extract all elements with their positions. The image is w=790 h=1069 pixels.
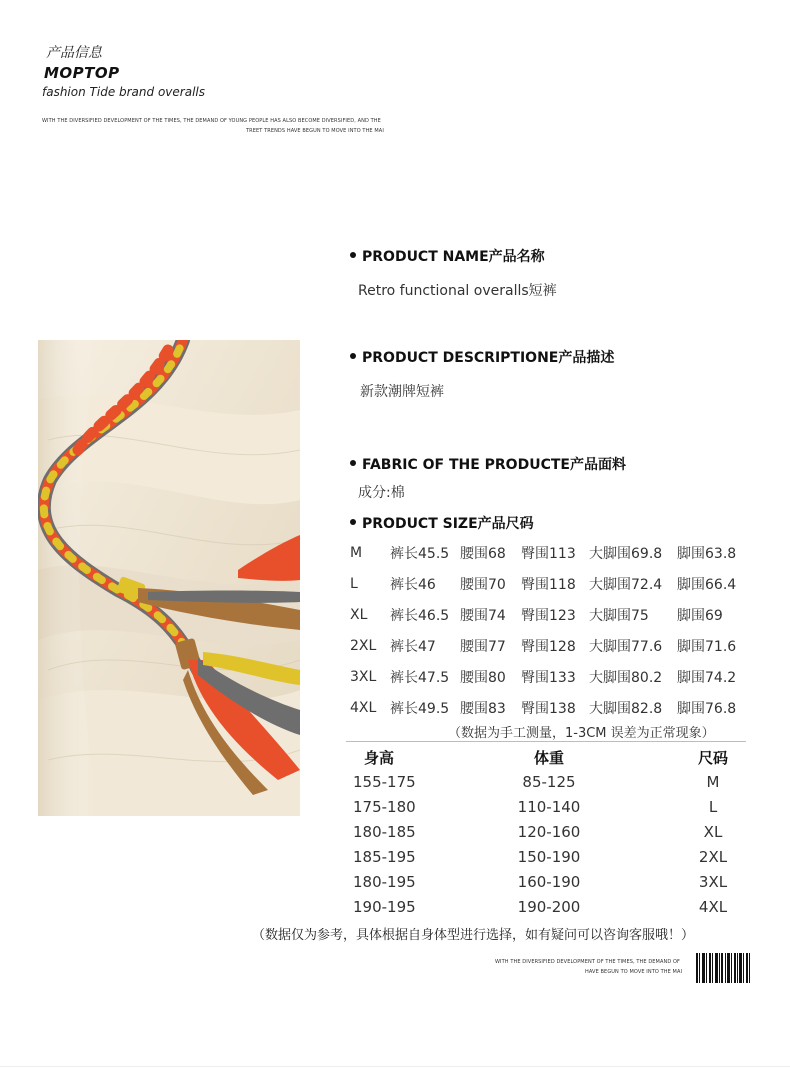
length-cell: 裤长45.5 bbox=[390, 545, 450, 562]
product-photo bbox=[38, 340, 300, 816]
divider bbox=[346, 741, 746, 742]
weight-header: 体重 bbox=[533, 748, 564, 767]
product-size-heading bbox=[350, 513, 534, 533]
thigh-cell: 大脚围77.6 bbox=[589, 638, 663, 655]
hip-cell: 臀围133 bbox=[521, 669, 576, 686]
size-cell: L bbox=[350, 575, 358, 592]
height-cell: 180-195 bbox=[353, 872, 416, 891]
table-row bbox=[350, 599, 741, 630]
size-cell: 3XL bbox=[350, 668, 377, 685]
hem-cell: 脚围66.4 bbox=[677, 576, 737, 593]
header-cn-title: 产品信息 bbox=[46, 45, 102, 61]
product-fabric-label: FABRIC OF THE PRODUCTE产品面料 bbox=[362, 457, 626, 473]
footer-tagline-2: HAVE BEGUN TO MOVE INTO THE MAI bbox=[585, 969, 683, 975]
weight-cell: 110-140 bbox=[517, 797, 581, 816]
product-description-value: 新款潮牌短裤 bbox=[360, 384, 444, 400]
hem-cell: 脚围76.8 bbox=[677, 700, 737, 717]
size-cell: 4XL bbox=[350, 699, 377, 716]
table-row bbox=[346, 894, 746, 919]
table-row bbox=[350, 661, 741, 692]
waist-cell: 腰围77 bbox=[460, 638, 506, 655]
size-fit-note: （数据仅为参考，具体根据自身体型进行选择，如有疑问可以咨询客服哦！） bbox=[252, 928, 695, 943]
waist-cell: 腰围70 bbox=[460, 576, 506, 593]
size-cell: M bbox=[350, 544, 363, 561]
length-cell: 裤长46 bbox=[390, 576, 436, 593]
weight-cell: 150-190 bbox=[517, 847, 581, 866]
hip-cell: 臀围123 bbox=[521, 607, 576, 624]
size-cell: 4XL bbox=[698, 897, 728, 916]
hip-cell: 臀围118 bbox=[521, 576, 576, 593]
hem-cell: 脚围74.2 bbox=[677, 669, 737, 686]
bottom-divider bbox=[0, 1066, 790, 1067]
table-row bbox=[346, 769, 746, 794]
size-measurement-table bbox=[350, 537, 741, 723]
product-description-label: PRODUCT DESCRIPTIONE产品描述 bbox=[362, 350, 615, 366]
table-row bbox=[346, 869, 746, 894]
size-header: 尺码 bbox=[697, 748, 728, 767]
waist-cell: 腰围83 bbox=[460, 700, 506, 717]
height-header: 身高 bbox=[364, 748, 395, 767]
table-row bbox=[350, 568, 741, 599]
thigh-cell: 大脚围72.4 bbox=[589, 576, 663, 593]
table-row bbox=[350, 630, 741, 661]
height-cell: 180-185 bbox=[353, 822, 416, 841]
table-row bbox=[346, 819, 746, 844]
size-fit-table bbox=[346, 745, 746, 919]
length-cell: 裤长47.5 bbox=[390, 669, 450, 686]
table-row bbox=[346, 844, 746, 869]
height-cell: 190-195 bbox=[353, 897, 416, 916]
weight-cell: 160-190 bbox=[517, 872, 581, 891]
product-fabric-heading bbox=[350, 454, 626, 474]
hip-cell: 臀围113 bbox=[521, 545, 576, 562]
thigh-cell: 大脚围75 bbox=[589, 607, 649, 624]
thigh-cell: 大脚围69.8 bbox=[589, 545, 663, 562]
weight-cell: 85-125 bbox=[522, 772, 576, 791]
product-name-heading bbox=[350, 246, 545, 266]
height-cell: 175-180 bbox=[353, 797, 416, 816]
brand-name: MOPTOP bbox=[44, 64, 120, 82]
hem-cell: 脚围63.8 bbox=[677, 545, 737, 562]
bullet-icon bbox=[350, 519, 356, 525]
thigh-cell: 大脚围80.2 bbox=[589, 669, 663, 686]
header-tagline-2: TREET TRENDS HAVE BEGUN TO MOVE INTO THE MAI bbox=[246, 128, 384, 134]
size-measurement-note: （数据为手工测量，1-3CM 误差为正常现象） bbox=[448, 726, 715, 741]
length-cell: 裤长47 bbox=[390, 638, 436, 655]
height-cell: 185-195 bbox=[353, 847, 416, 866]
waist-cell: 腰围80 bbox=[460, 669, 506, 686]
header-subtitle: fashion Tide brand overalls bbox=[42, 85, 205, 99]
hip-cell: 臀围138 bbox=[521, 700, 576, 717]
size-cell: XL bbox=[350, 606, 368, 623]
waist-cell: 腰围74 bbox=[460, 607, 506, 624]
hem-cell: 脚围71.6 bbox=[677, 638, 737, 655]
size-cell: 2XL bbox=[350, 637, 377, 654]
bullet-icon bbox=[350, 252, 356, 258]
size-cell: L bbox=[708, 797, 718, 816]
weight-cell: 190-200 bbox=[517, 897, 581, 916]
bullet-icon bbox=[350, 353, 356, 359]
height-cell: 155-175 bbox=[353, 772, 416, 791]
table-row bbox=[346, 794, 746, 819]
product-fabric-value: 成分:棉 bbox=[358, 485, 405, 501]
size-cell: 3XL bbox=[698, 872, 728, 891]
footer-tagline-1: WITH THE DIVERSIFIED DEVELOPMENT OF THE TIMES, THE DEMAND OF bbox=[495, 959, 680, 965]
table-row bbox=[350, 692, 741, 723]
product-photo-illustration bbox=[38, 340, 300, 816]
header-tagline-1: WITH THE DIVERSIFIED DEVELOPMENT OF THE TIMES, THE DEMAND OF YOUNG PEOPLE HAS ALSO BECOME DIVERSIFIED, AND THE bbox=[42, 118, 381, 124]
length-cell: 裤长46.5 bbox=[390, 607, 450, 624]
product-description-heading bbox=[350, 347, 614, 367]
product-name-value: Retro functional overalls短裤 bbox=[358, 283, 557, 299]
hip-cell: 臀围128 bbox=[521, 638, 576, 655]
product-size-label: PRODUCT SIZE产品尺码 bbox=[362, 516, 534, 532]
length-cell: 裤长49.5 bbox=[390, 700, 450, 717]
thigh-cell: 大脚围82.8 bbox=[589, 700, 663, 717]
hem-cell: 脚围69 bbox=[677, 607, 723, 624]
weight-cell: 120-160 bbox=[517, 822, 581, 841]
table-header-row bbox=[346, 745, 746, 769]
table-row bbox=[350, 537, 741, 568]
size-cell: XL bbox=[703, 822, 723, 841]
bullet-icon bbox=[350, 460, 356, 466]
size-cell: 2XL bbox=[698, 847, 728, 866]
barcode-icon bbox=[696, 953, 750, 983]
size-cell: M bbox=[706, 772, 720, 791]
waist-cell: 腰围68 bbox=[460, 545, 506, 562]
product-name-label: PRODUCT NAME产品名称 bbox=[362, 249, 545, 265]
